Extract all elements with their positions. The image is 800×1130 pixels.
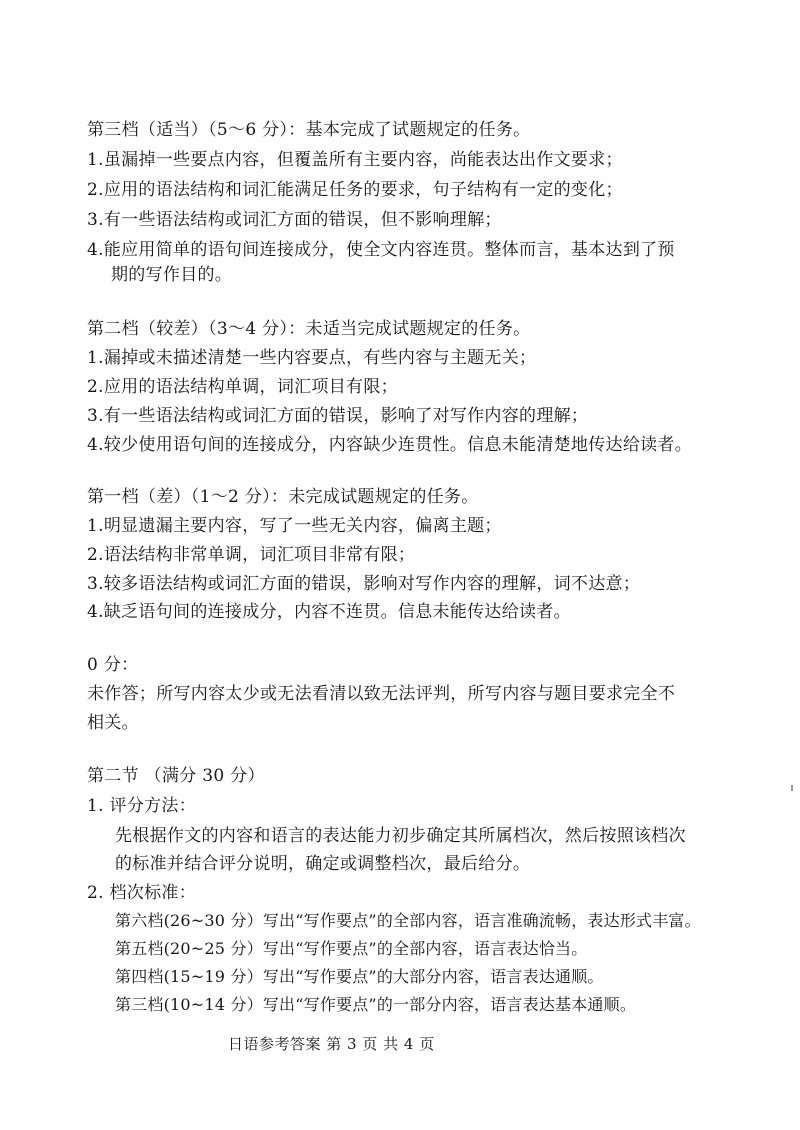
grade2-heading: 第二档（较差）（3～4 分）：未适当完成试题规定的任务。: [87, 319, 531, 339]
grade0-line-1: 未作答；所写内容太少或无法看清以致无法评判，所写内容与题目要求完全不: [87, 684, 676, 704]
standard-grade3: 第三档(10~14 分）写出“写作要点”的一部分内容，语言表达基本通顺。: [115, 995, 637, 1014]
grade3-item-3: 3.有一些语法结构或词汇方面的错误，但不影响理解；: [87, 210, 502, 230]
grade1-item-3: 3.较多语法结构或词汇方面的错误，影响对写作内容的理解，词不达意；: [87, 574, 641, 594]
scan-mark: [791, 785, 793, 791]
section2-heading: 第二节 （满分 30 分）: [87, 766, 265, 786]
grade1-item-2: 2.语法结构非常单调，词汇项目非常有限；: [87, 545, 416, 565]
page-footer: 日语参考答案 第 3 页 共 4 页: [228, 1035, 435, 1053]
grade0-heading: 0 分：: [87, 655, 139, 675]
standard-grade5: 第五档(20~25 分）写出“写作要点”的全部内容，语言表达恰当。: [115, 939, 588, 958]
grade3-item-1: 1.虽漏掉一些要点内容，但覆盖所有主要内容，尚能表达出作文要求；: [87, 150, 623, 170]
standard-grade4: 第四档(15~19 分）写出“写作要点”的大部分内容，语言表达通顺。: [115, 967, 604, 986]
grade2-item-3: 3.有一些语法结构或词汇方面的错误，影响了对写作内容的理解；: [87, 406, 589, 426]
grade0-line-2: 相关。: [87, 713, 139, 733]
grade1-item-1: 1.明显遗漏主要内容，写了一些无关内容，偏离主题；: [87, 516, 502, 536]
scoring-method-title: 1. 评分方法：: [87, 796, 197, 816]
grade2-item-1: 1.漏掉或未描述清楚一些内容要点，有些内容与主题无关；: [87, 348, 537, 368]
standard-grade6: 第六档(26~30 分）写出“写作要点”的全部内容，语言准确流畅，表达形式丰富。: [115, 911, 701, 930]
grade1-item-4: 4.缺乏语句间的连接成分，内容不连贯。信息未能传达给读者。: [87, 602, 571, 622]
grade-standard-title: 2. 档次标准：: [87, 883, 197, 903]
scoring-method-line-2: 的标准并结合评分说明，确定或调整档次，最后给分。: [115, 854, 531, 874]
grade2-item-2: 2.应用的语法结构单调，词汇项目有限；: [87, 377, 398, 397]
grade3-heading: 第三档（适当）（5～6 分）：基本完成了试题规定的任务。: [87, 120, 531, 140]
grade3-item-4-continued: 期的写作目的。: [111, 265, 233, 285]
grade1-heading: 第一档（差）（1～2 分）：未完成试题规定的任务。: [87, 487, 479, 507]
grade2-item-4: 4.较少使用语句间的连接成分，内容缺少连贯性。信息未能清楚地传达给读者。: [87, 435, 693, 455]
scoring-method-line-1: 先根据作文的内容和语言的表达能力初步确定其所属档次，然后按照该档次: [115, 826, 686, 846]
grade3-item-4: 4.能应用简单的语句间连接成分，使全文内容连贯。整体而言，基本达到了预: [87, 240, 675, 260]
grade3-item-2: 2.应用的语法结构和词汇能满足任务的要求，句子结构有一定的变化；: [87, 180, 623, 200]
